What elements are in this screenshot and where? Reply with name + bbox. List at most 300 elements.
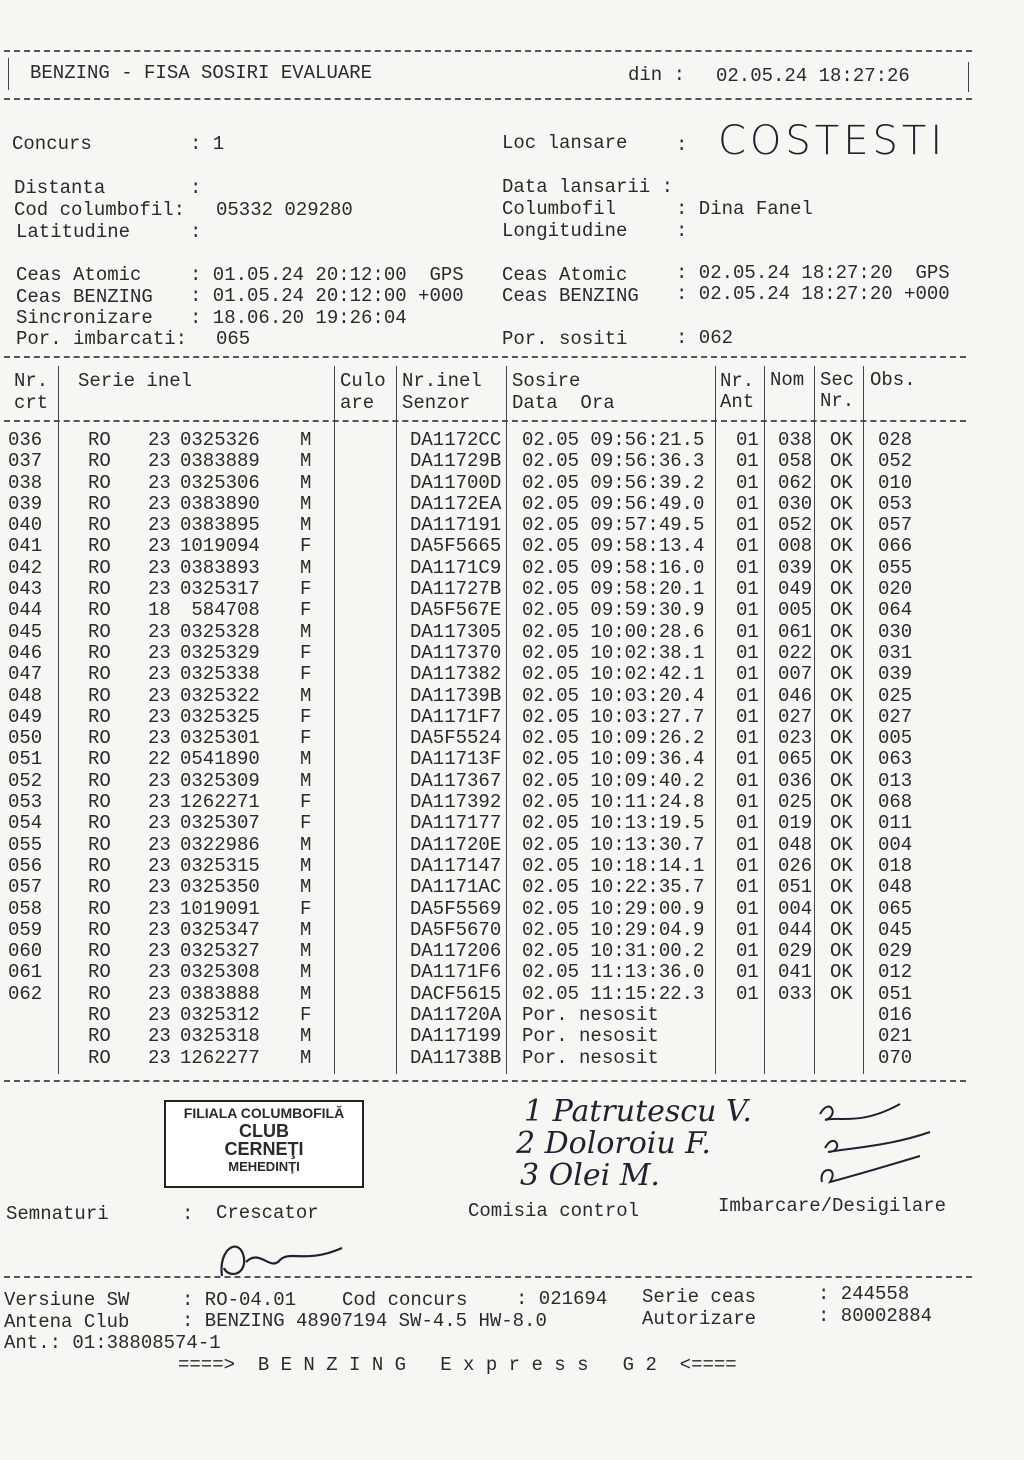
ceas-atomic-left: : 01.05.24 20:12:00 GPS: [190, 264, 464, 286]
cell-nom: 062: [778, 471, 813, 494]
cell-obs: 020: [878, 578, 913, 601]
cell-arrival: 02.05 11:15:22.3: [522, 982, 705, 1005]
cell-sex: F: [300, 812, 312, 835]
cell-arrival: 02.05 10:09:36.4: [522, 748, 705, 771]
cell-sensor: DA5F5665: [410, 535, 502, 558]
cell-ant: 01: [736, 620, 759, 643]
cell-color: [330, 558, 410, 579]
commission-member-1: 1 Patrutescu V.: [524, 1094, 752, 1129]
cell-color: [330, 835, 410, 856]
cell-country: RO: [88, 492, 111, 515]
cell-sec: OK: [830, 812, 853, 835]
cell-color: [330, 1005, 410, 1026]
cell-sensor: DA117206: [410, 940, 502, 963]
cell-sex: F: [300, 1004, 312, 1027]
cell-color: [330, 600, 410, 621]
cell-year: 23: [148, 1004, 171, 1027]
cell-crt: 060: [8, 940, 43, 963]
cell-color: [330, 473, 410, 494]
cell-sec: OK: [830, 833, 853, 856]
cell-ant: 01: [736, 876, 759, 899]
cell-arrival: 02.05 09:58:20.1: [522, 578, 705, 601]
cell-nom: 027: [778, 705, 813, 728]
cell-country: RO: [88, 833, 111, 856]
cell-arrival: 02.05 10:03:20.4: [522, 684, 705, 707]
th-nr-ant: Nr.: [720, 370, 755, 392]
cell-sensor: DA11720E: [410, 833, 502, 856]
longitudine-value: :: [676, 220, 688, 242]
cell-nom: 030: [778, 492, 813, 515]
cell-arrival: 02.05 09:58:16.0: [522, 556, 705, 579]
cell-crt: 047: [8, 663, 43, 686]
cod-columbofil-label: Cod columbofil:: [14, 199, 186, 221]
cell-ring: 0325309: [180, 769, 260, 792]
cell-sec: OK: [830, 620, 853, 643]
cell-ant: 01: [736, 471, 759, 494]
cell-nom: 023: [778, 727, 813, 750]
cell-ant: 01: [736, 940, 759, 963]
cell-sex: M: [300, 429, 312, 451]
cell-arrival: 02.05 10:18:14.1: [522, 854, 705, 877]
cell-sec: OK: [830, 450, 853, 473]
cell-sex: M: [300, 1046, 312, 1069]
cell-sensor: DA11739B: [410, 684, 502, 707]
loc-lansare-colon: :: [676, 134, 688, 156]
cell-sex: M: [300, 876, 312, 899]
cell-sex: F: [300, 578, 312, 601]
imbarcati-value: 065: [216, 328, 251, 350]
cell-year: 23: [148, 620, 171, 643]
semnaturi-colon: :: [182, 1203, 194, 1225]
sositi-label: Por. sositi: [502, 328, 628, 350]
cell-obs: 057: [878, 514, 913, 537]
cell-color: [330, 707, 410, 728]
cell-sec: OK: [830, 791, 853, 814]
cell-obs: 021: [878, 1025, 913, 1048]
header-left-border: [8, 58, 9, 90]
cell-nom: [778, 1026, 830, 1047]
cell-arrival: 02.05 09:58:13.4: [522, 535, 705, 558]
table-row: [8, 920, 938, 941]
cell-nom: 052: [778, 514, 813, 537]
cell-color: [330, 643, 410, 664]
cell-sec: OK: [830, 961, 853, 984]
cell-ring: 0383895: [180, 514, 260, 537]
cell-ant: 01: [736, 961, 759, 984]
cell-ant: 01: [736, 684, 759, 707]
cell-ring: 584708: [180, 599, 260, 622]
th-sosire: Sosire: [512, 370, 581, 392]
th-sec-nr: Nr.: [820, 390, 855, 412]
cell-year: 23: [148, 450, 171, 473]
serie-ceas-value: : 244558: [818, 1283, 910, 1305]
cell-arrival: 02.05 10:29:00.9: [522, 897, 705, 920]
cell-crt: 058: [8, 897, 43, 920]
cell-sex: M: [300, 492, 312, 515]
sincronizare-label: Sincronizare: [16, 307, 153, 329]
cell-obs: 052: [878, 450, 913, 473]
cell-sex: M: [300, 854, 312, 877]
cell-sensor: DA11720A: [410, 1004, 502, 1027]
cell-color: [330, 1026, 410, 1047]
cell-color: [330, 579, 410, 600]
cell-crt: 051: [8, 748, 43, 771]
cell-ant: [736, 1048, 778, 1069]
ceas-benzing-left: : 01.05.24 20:12:00 +000: [190, 285, 464, 307]
cell-color: [330, 536, 410, 557]
header-bottom-rule: [4, 98, 972, 100]
table-row: [8, 984, 938, 1005]
cell-arrival: 02.05 09:56:49.0: [522, 492, 705, 515]
cell-obs: 066: [878, 535, 913, 558]
serie-ceas-label: Serie ceas: [642, 1286, 757, 1308]
cell-arrival: 02.05 10:00:28.6: [522, 620, 705, 643]
cell-arrival: 02.05 10:02:38.1: [522, 641, 705, 664]
cell-year: 23: [148, 854, 171, 877]
loc-lansare-value: COSTESTI: [718, 118, 947, 164]
cell-crt: 037: [8, 450, 43, 473]
ceas-atomic-right: : 02.05.24 18:27:20 GPS: [676, 262, 950, 284]
cell-ant: 01: [736, 791, 759, 814]
cell-nom: 046: [778, 684, 813, 707]
cell-color: [330, 430, 410, 451]
cell-nom: 019: [778, 812, 813, 835]
cell-nom: 005: [778, 599, 813, 622]
footer-rule: [4, 1276, 972, 1278]
cell-nom: 029: [778, 940, 813, 963]
cell-sec: OK: [830, 769, 853, 792]
cell-ant: 01: [736, 748, 759, 771]
cell-ring: 0325306: [180, 471, 260, 494]
cell-ant: 01: [736, 492, 759, 515]
cell-nom: 041: [778, 961, 813, 984]
cell-crt: 061: [8, 961, 43, 984]
cell-sex: M: [300, 620, 312, 643]
cell-ant: 01: [736, 897, 759, 920]
cell-nom: 025: [778, 791, 813, 814]
cell-crt: 042: [8, 556, 43, 579]
antena-value: : BENZING 48907194 SW-4.5 HW-8.0: [182, 1310, 547, 1332]
cell-crt: [8, 1005, 76, 1026]
cell-year: 23: [148, 812, 171, 835]
cell-country: RO: [88, 748, 111, 771]
cell-obs: 030: [878, 620, 913, 643]
cell-sensor: DA117392: [410, 791, 502, 814]
cell-sex: M: [300, 940, 312, 963]
cell-arrival: 02.05 10:09:26.2: [522, 727, 705, 750]
cell-ring: 0325315: [180, 854, 260, 877]
cell-ant: 01: [736, 450, 759, 473]
cell-nom: 065: [778, 748, 813, 771]
versiune-value: : RO-04.01: [182, 1289, 297, 1311]
cell-obs: 013: [878, 769, 913, 792]
cell-ant: [736, 1026, 778, 1047]
cell-sex: M: [300, 450, 312, 473]
cell-arrival: Por. nesosit: [522, 1046, 659, 1069]
table-row: [8, 728, 938, 749]
cell-obs: 005: [878, 727, 913, 750]
cell-ring: 0325347: [180, 918, 260, 941]
arrivals-table: [8, 430, 938, 1069]
cell-sec: OK: [830, 492, 853, 515]
cell-ant: 01: [736, 556, 759, 579]
cell-sec: OK: [830, 876, 853, 899]
cell-sec: OK: [830, 556, 853, 579]
stamp-line3: CERNEŢI: [224, 1139, 304, 1159]
cell-sec: OK: [830, 854, 853, 877]
cell-sec: OK: [830, 684, 853, 707]
cell-ant: 01: [736, 578, 759, 601]
cell-color: [330, 1048, 410, 1069]
cell-ring: 0325338: [180, 663, 260, 686]
cell-arrival: 02.05 09:56:21.5: [522, 429, 705, 451]
table-row: [8, 707, 938, 728]
cell-nom: 004: [778, 897, 813, 920]
cell-color: [330, 984, 410, 1005]
cell-sensor: DA117177: [410, 812, 502, 835]
cell-sensor: DA1171C9: [410, 556, 502, 579]
cell-year: 23: [148, 578, 171, 601]
comisia-control-label: Comisia control: [468, 1200, 640, 1222]
cell-country: RO: [88, 599, 111, 622]
table-row: [8, 451, 938, 472]
cell-nom: [778, 1048, 830, 1069]
cell-year: 23: [148, 769, 171, 792]
cell-year: 23: [148, 492, 171, 515]
cell-obs: 025: [878, 684, 913, 707]
th-obs: Obs.: [870, 369, 916, 391]
cell-sensor: DACF5615: [410, 982, 502, 1005]
crescator-label: Crescator: [216, 1202, 319, 1224]
cell-country: RO: [88, 429, 111, 451]
cell-nom: 038: [778, 429, 813, 451]
cell-nom: 049: [778, 578, 813, 601]
cell-country: RO: [88, 769, 111, 792]
cell-obs: 012: [878, 961, 913, 984]
cell-sensor: DA1172CC: [410, 429, 502, 451]
table-row: [8, 600, 938, 621]
cell-color: [330, 686, 410, 707]
concurs-label: Concurs: [12, 133, 92, 155]
cell-year: 23: [148, 940, 171, 963]
cell-sensor: DA11729B: [410, 450, 502, 473]
cell-crt: 039: [8, 492, 43, 515]
cell-sensor: DA11738B: [410, 1046, 502, 1069]
cell-ring: 0325318: [180, 1025, 260, 1048]
cell-arrival: 02.05 10:03:27.7: [522, 705, 705, 728]
cell-year: 23: [148, 876, 171, 899]
cell-country: RO: [88, 705, 111, 728]
table-row: [8, 792, 938, 813]
cell-arrival: 02.05 10:11:24.8: [522, 791, 705, 814]
distanta-label: Distanta: [14, 177, 106, 199]
cell-obs: 018: [878, 854, 913, 877]
cell-ring: 0325308: [180, 961, 260, 984]
cell-sensor: DA1171F6: [410, 961, 502, 984]
table-bottom-rule: [4, 1080, 966, 1082]
cell-crt: 052: [8, 769, 43, 792]
cell-crt: 046: [8, 641, 43, 664]
table-row: [8, 664, 938, 685]
cell-country: RO: [88, 727, 111, 750]
cell-ring: 0325329: [180, 641, 260, 664]
cell-arrival: 02.05 10:13:19.5: [522, 812, 705, 835]
stamp-line1: FILIALA COLUMBOFILĂ: [183, 1105, 345, 1121]
cell-sec: OK: [830, 748, 853, 771]
cell-nom: 051: [778, 876, 813, 899]
cell-ant: 01: [736, 918, 759, 941]
table-row: [8, 536, 938, 557]
cell-ant: 01: [736, 641, 759, 664]
cell-ring: 0325301: [180, 727, 260, 750]
cell-year: 23: [148, 918, 171, 941]
cell-ant: 01: [736, 982, 759, 1005]
cell-sex: F: [300, 727, 312, 750]
cell-sensor: DA117147: [410, 854, 502, 877]
table-row: [8, 430, 938, 451]
cell-sex: F: [300, 791, 312, 814]
cell-color: [330, 664, 410, 685]
table-row: [8, 515, 938, 536]
cell-nom: 007: [778, 663, 813, 686]
commission-signatures: [800, 1086, 950, 1196]
cell-country: RO: [88, 1025, 111, 1048]
cell-year: 23: [148, 514, 171, 537]
cell-nom: 048: [778, 833, 813, 856]
cell-obs: 055: [878, 556, 913, 579]
cell-arrival: 02.05 10:31:00.2: [522, 940, 705, 963]
cell-sensor: DA5F567E: [410, 599, 502, 622]
data-lansarii-label: Data lansarii :: [502, 176, 674, 198]
cell-ant: 01: [736, 535, 759, 558]
cell-color: [330, 877, 410, 898]
cell-crt: 057: [8, 876, 43, 899]
cell-color: [330, 451, 410, 472]
cell-country: RO: [88, 1046, 111, 1069]
cell-year: 23: [148, 961, 171, 984]
latitudine-label: Latitudine: [16, 221, 131, 243]
cell-sec: [830, 1026, 878, 1047]
cell-obs: 031: [878, 641, 913, 664]
cell-sex: F: [300, 535, 312, 558]
cell-color: [330, 771, 410, 792]
th-senzor: Senzor: [402, 392, 471, 414]
cell-crt: 049: [8, 705, 43, 728]
cell-sec: OK: [830, 918, 853, 941]
ceas-benzing-right-label: Ceas BENZING: [502, 285, 639, 307]
cell-sec: OK: [830, 641, 853, 664]
columbofil-value: : Dina Fanel: [676, 198, 813, 220]
cell-color: [330, 515, 410, 536]
cell-crt: [8, 1048, 76, 1069]
cell-sec: OK: [830, 429, 853, 451]
cell-obs: 010: [878, 471, 913, 494]
cell-sex: F: [300, 641, 312, 664]
cell-country: RO: [88, 471, 111, 494]
cell-ant: 01: [736, 705, 759, 728]
cell-arrival: 02.05 10:09:40.2: [522, 769, 705, 792]
cell-obs: 065: [878, 897, 913, 920]
loc-lansare-label: Loc lansare: [502, 132, 628, 154]
cell-color: [330, 856, 410, 877]
cell-crt: 053: [8, 791, 43, 814]
table-top-rule: [4, 356, 966, 358]
cell-country: RO: [88, 620, 111, 643]
imbarcati-label: Por. imbarcati:: [16, 328, 188, 350]
cell-arrival: 02.05 11:13:36.0: [522, 961, 705, 984]
cell-sensor: DA1171AC: [410, 876, 502, 899]
cell-ring: 0325326: [180, 429, 260, 451]
cell-country: RO: [88, 556, 111, 579]
cell-ant: 01: [736, 514, 759, 537]
cell-sensor: DA11713F: [410, 748, 502, 771]
cell-country: RO: [88, 535, 111, 558]
longitudine-label: Longitudine: [502, 220, 628, 242]
cell-nom: 061: [778, 620, 813, 643]
cell-color: [330, 749, 410, 770]
cell-ring: 0383890: [180, 492, 260, 515]
semnaturi-label: Semnaturi: [6, 1203, 109, 1225]
cell-sec: OK: [830, 705, 853, 728]
cell-sec: OK: [830, 471, 853, 494]
cell-ring: 0325325: [180, 705, 260, 728]
cell-arrival: 02.05 09:57:49.5: [522, 514, 705, 537]
header-right-border: [968, 62, 969, 92]
distanta-value: :: [190, 177, 202, 199]
cell-sex: F: [300, 705, 312, 728]
cell-country: RO: [88, 684, 111, 707]
th-are: are: [340, 392, 375, 414]
header-top-rule: [4, 50, 972, 52]
cell-crt: 040: [8, 514, 43, 537]
th-nr-inel: Nr.inel: [402, 370, 482, 392]
cell-year: 23: [148, 1025, 171, 1048]
ceas-atomic-label: Ceas Atomic: [16, 264, 142, 286]
cell-ring: 0325317: [180, 578, 260, 601]
cell-sex: M: [300, 769, 312, 792]
cell-ant: [736, 1005, 778, 1026]
cell-sex: F: [300, 599, 312, 622]
cell-year: 23: [148, 684, 171, 707]
cell-crt: 056: [8, 854, 43, 877]
cell-obs: 048: [878, 876, 913, 899]
cell-nom: 044: [778, 918, 813, 941]
cell-obs: 004: [878, 833, 913, 856]
table-row: [8, 1026, 938, 1047]
cell-sex: M: [300, 556, 312, 579]
cell-crt: 045: [8, 620, 43, 643]
cell-country: RO: [88, 961, 111, 984]
cell-sensor: DA117191: [410, 514, 502, 537]
cell-ring: 0325322: [180, 684, 260, 707]
cell-arrival: 02.05 10:29:04.9: [522, 918, 705, 941]
cell-sensor: DA117199: [410, 1025, 502, 1048]
cell-nom: 039: [778, 556, 813, 579]
cell-color: [330, 920, 410, 941]
cell-color: [330, 622, 410, 643]
cell-country: RO: [88, 897, 111, 920]
antena-label: Antena Club: [4, 1311, 130, 1333]
ceas-benzing-right: : 02.05.24 18:27:20 +000: [676, 283, 950, 305]
cell-sec: OK: [830, 514, 853, 537]
cell-country: RO: [88, 876, 111, 899]
cell-arrival: 02.05 10:02:42.1: [522, 663, 705, 686]
cell-ant: 01: [736, 812, 759, 835]
stamp-line2: CLUB: [239, 1121, 289, 1141]
cell-ring: 0325350: [180, 876, 260, 899]
cell-ring: 0325328: [180, 620, 260, 643]
stamp-line4: MEHEDINŢI: [228, 1159, 300, 1174]
